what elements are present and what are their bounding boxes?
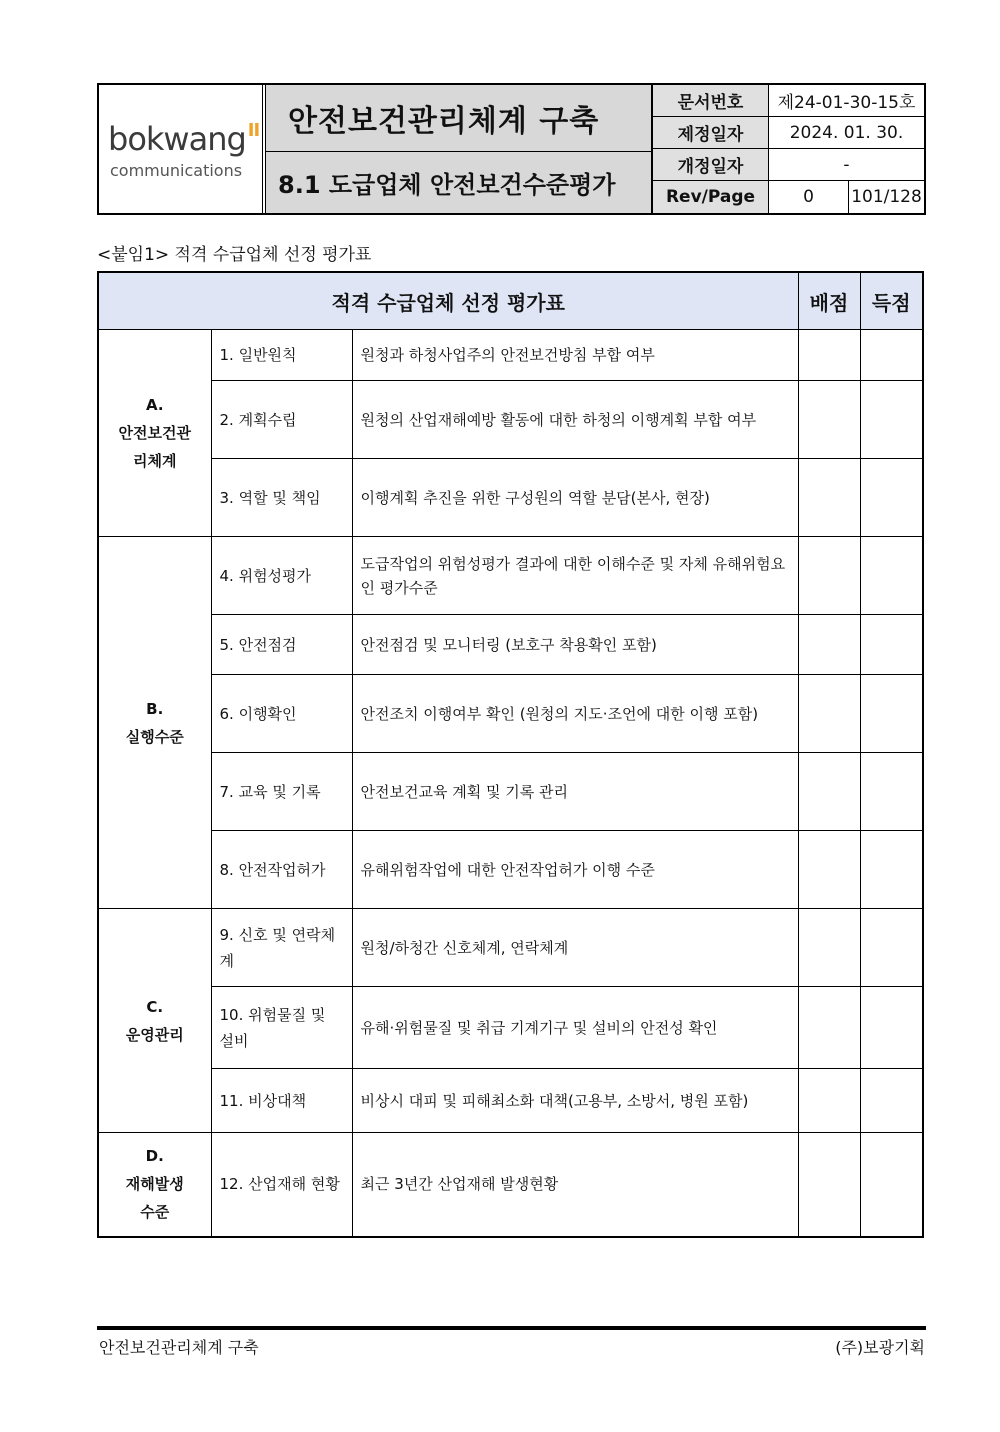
logo-wordmark: bokwang bbox=[108, 120, 246, 158]
item-label: 6. 이행확인 bbox=[211, 675, 352, 753]
score-cell[interactable] bbox=[798, 1069, 860, 1133]
item-desc: 최근 3년간 산업재해 발생현황 bbox=[352, 1133, 798, 1237]
document-header bbox=[97, 83, 926, 215]
page-value: 101/128 bbox=[848, 181, 924, 213]
col-score-header: 배점 bbox=[798, 272, 860, 330]
document-subtitle: 8.1 도급업체 안전보건수준평가 bbox=[266, 152, 651, 213]
item-desc: 원청/하청간 신호체계, 연락체계 bbox=[352, 909, 798, 987]
category-c: C. 운영관리 bbox=[98, 909, 211, 1133]
score-cell[interactable] bbox=[798, 753, 860, 831]
category-d: D. 재해발생 수준 bbox=[98, 1133, 211, 1237]
result-cell[interactable] bbox=[860, 675, 923, 753]
result-cell[interactable] bbox=[860, 459, 923, 537]
enact-label: 제정일자 bbox=[652, 117, 768, 149]
document-title: 안전보건관리체계 구축 bbox=[266, 85, 651, 152]
item-desc: 원청의 산업재해예방 활동에 대한 하청의 이행계획 부합 여부 bbox=[352, 381, 798, 459]
result-cell[interactable] bbox=[860, 1133, 923, 1237]
item-label: 10. 위험물질 및 설비 bbox=[211, 987, 352, 1069]
score-cell[interactable] bbox=[798, 831, 860, 909]
revise-label: 개정일자 bbox=[652, 149, 768, 181]
item-label: 5. 안전점검 bbox=[211, 615, 352, 675]
item-label: 11. 비상대책 bbox=[211, 1069, 352, 1133]
score-cell[interactable] bbox=[798, 1133, 860, 1237]
result-cell[interactable] bbox=[860, 330, 923, 381]
score-cell[interactable] bbox=[798, 615, 860, 675]
result-cell[interactable] bbox=[860, 381, 923, 459]
item-desc: 비상시 대피 및 피해최소화 대책(고용부, 소방서, 병원 포함) bbox=[352, 1069, 798, 1133]
score-cell[interactable] bbox=[798, 459, 860, 537]
score-cell[interactable] bbox=[798, 675, 860, 753]
score-cell[interactable] bbox=[798, 381, 860, 459]
result-cell[interactable] bbox=[860, 615, 923, 675]
footer-left: 안전보건관리체계 구축 bbox=[99, 1338, 259, 1357]
table-row bbox=[98, 459, 923, 537]
item-desc: 안전조치 이행여부 확인 (원청의 지도·조언에 대한 이행 포함) bbox=[352, 675, 798, 753]
evaluation-table bbox=[97, 271, 924, 1238]
category-a: A. 안전보건관 리체계 bbox=[98, 330, 211, 537]
col-result-header: 득점 bbox=[860, 272, 923, 330]
doc-no-value: 제24-01-30-15호 bbox=[768, 85, 924, 117]
table-row bbox=[98, 675, 923, 753]
score-cell[interactable] bbox=[798, 987, 860, 1069]
item-desc: 유해·위험물질 및 취급 기계기구 및 설비의 안전성 확인 bbox=[352, 987, 798, 1069]
table-header-row bbox=[98, 272, 923, 330]
item-desc: 도급작업의 위험성평가 결과에 대한 이해수준 및 자체 유해위험요인 평가수준 bbox=[352, 537, 798, 615]
table-row bbox=[98, 1069, 923, 1133]
score-cell[interactable] bbox=[798, 909, 860, 987]
revise-date: - bbox=[768, 149, 924, 181]
item-label: 8. 안전작업허가 bbox=[211, 831, 352, 909]
item-label: 4. 위험성평가 bbox=[211, 537, 352, 615]
item-label: 12. 산업재해 현황 bbox=[211, 1133, 352, 1237]
item-desc: 이행계획 추진을 위한 구성원의 역할 분담(본사, 현장) bbox=[352, 459, 798, 537]
table-row bbox=[98, 615, 923, 675]
item-desc: 안전보건교육 계획 및 기록 관리 bbox=[352, 753, 798, 831]
table-row bbox=[98, 831, 923, 909]
table-row bbox=[98, 330, 923, 381]
title-box bbox=[265, 85, 652, 213]
table-row bbox=[98, 537, 923, 615]
logo-mark: II bbox=[247, 120, 260, 141]
doc-no-label: 문서번호 bbox=[652, 85, 768, 117]
item-label: 3. 역할 및 책임 bbox=[211, 459, 352, 537]
item-label: 9. 신호 및 연락체계 bbox=[211, 909, 352, 987]
result-cell[interactable] bbox=[860, 831, 923, 909]
enact-date: 2024. 01. 30. bbox=[768, 117, 924, 149]
result-cell[interactable] bbox=[860, 753, 923, 831]
score-cell[interactable] bbox=[798, 330, 860, 381]
table-row bbox=[98, 987, 923, 1069]
document-meta bbox=[652, 85, 924, 213]
table-title: 적격 수급업체 선정 평가표 bbox=[98, 272, 798, 330]
attachment-title: <붙임1> 적격 수급업체 선정 평가표 bbox=[97, 245, 372, 265]
table-row bbox=[98, 753, 923, 831]
item-desc: 원청과 하청사업주의 안전보건방침 부합 여부 bbox=[352, 330, 798, 381]
item-label: 1. 일반원칙 bbox=[211, 330, 352, 381]
rev-value: 0 bbox=[768, 181, 848, 213]
result-cell[interactable] bbox=[860, 1069, 923, 1133]
table-row bbox=[98, 1133, 923, 1237]
company-logo bbox=[99, 85, 263, 213]
rev-page-label: Rev/Page bbox=[652, 181, 768, 213]
result-cell[interactable] bbox=[860, 537, 923, 615]
item-label: 7. 교육 및 기록 bbox=[211, 753, 352, 831]
table-row bbox=[98, 381, 923, 459]
result-cell[interactable] bbox=[860, 909, 923, 987]
category-b: B. 실행수준 bbox=[98, 537, 211, 909]
footer-rule bbox=[97, 1326, 926, 1330]
table-row bbox=[98, 909, 923, 987]
footer-right: (주)보광기획 bbox=[835, 1338, 925, 1357]
item-desc: 유해위험작업에 대한 안전작업허가 이행 수준 bbox=[352, 831, 798, 909]
item-desc: 안전점검 및 모니터링 (보호구 착용확인 포함) bbox=[352, 615, 798, 675]
item-label: 2. 계획수립 bbox=[211, 381, 352, 459]
score-cell[interactable] bbox=[798, 537, 860, 615]
logo-subtitle: communications bbox=[110, 161, 243, 180]
result-cell[interactable] bbox=[860, 987, 923, 1069]
